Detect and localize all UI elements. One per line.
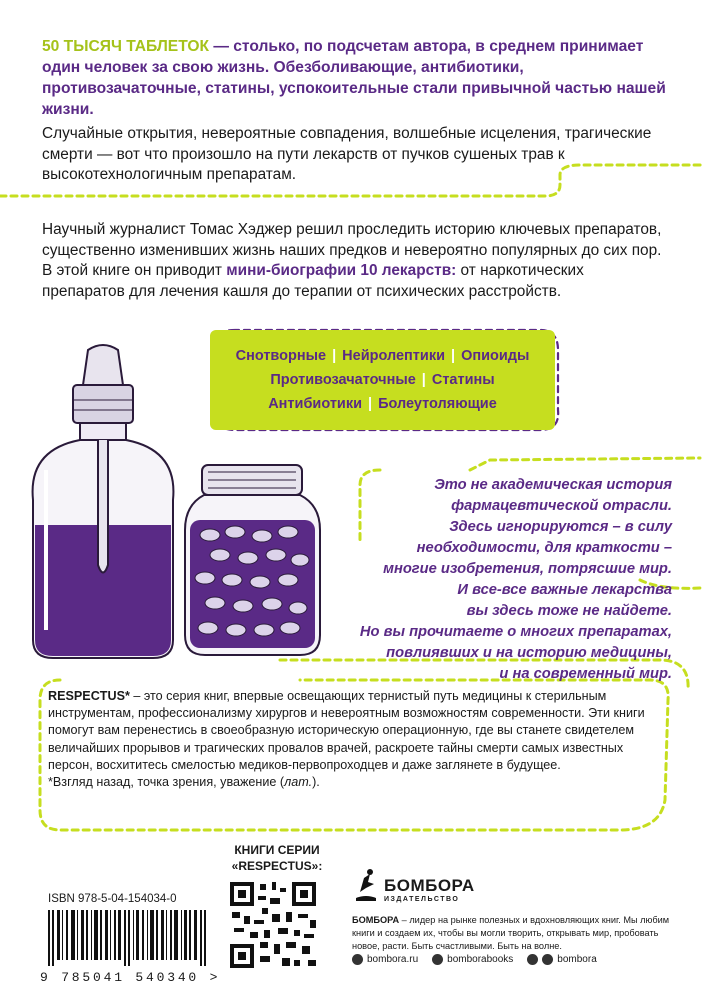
social-youtube-telegram[interactable]: bombora	[527, 954, 596, 965]
disclaimer-quote	[330, 475, 672, 685]
quote-line: и на современный мир.	[499, 666, 672, 682]
social-website[interactable]: bombora.ru	[352, 954, 418, 965]
tag-row-1: Снотворные | Нейролептики | Опиоиды	[235, 348, 530, 364]
series-name: RESPECTUS*	[48, 689, 130, 703]
barcode	[48, 910, 208, 966]
publisher-description: БОМБОРА – лидер на рынке полезных и вдохновляющих книг. Мы любим книги и создаем их, чтобы вы могли творить, открывать мир, пробовать новое, расти. Быть счастливыми. Быть на волне.	[352, 915, 670, 951]
paragraph-1: Случайные открытия, невероятные совпадения, волшебные исцеления, трагические смерти — вот что произошло на пути лекарств от пучков сушеных трав к высокотехнологичным препаратам.	[42, 125, 652, 183]
quote-line: Это не академическая история	[434, 477, 672, 493]
series-footnote: *Взгляд назад, точка зрения, уважение (лат.).	[48, 775, 320, 790]
series-text: – это серия книг, впервые освещающих тернистый путь медицины к стерильным инструментам, профессионализму хирургов и невероятным возможностям современности. Эти книги помогут вам перенестись в своеобразную историческую операционную, где вы станете свидетелем величайших прорывов и трагических провалов врачей, раскроете тайны смерти самых известных персон, восхититесь смелостью медиков-первопроходцев и даже заглянете в будущее.	[48, 689, 645, 772]
intro-text: — столько, по подсчетам автора, в среднем принимает один человек за свою жизнь. Обезболивающие, антибиотики, противозачаточные, статины, успокоительные стали привычной частью нашей жизни.	[42, 38, 666, 118]
dropper-bottle-illustration	[28, 340, 178, 670]
globe-icon	[352, 954, 363, 965]
youtube-icon	[527, 954, 538, 965]
publisher-name: БОМБОРА	[384, 876, 475, 895]
tag-row-3: Антибиотики | Болеутоляющие	[268, 396, 497, 412]
tag-neuroleptics: Нейролептики	[342, 348, 445, 364]
quote-line: фармацевтической отрасли.	[451, 498, 672, 514]
tag-opioids: Опиоиды	[461, 348, 530, 364]
barcode-number: 9 785041 540340 >	[40, 970, 221, 985]
quote-line: Здесь игнорируются – в силу	[449, 519, 672, 535]
intro-highlight: 50 ТЫСЯЧ ТАБЛЕТОК	[42, 38, 209, 55]
tag-antibiotics: Антибиотики	[268, 396, 362, 412]
social-vk[interactable]: bomborabooks	[432, 954, 513, 965]
vk-icon	[432, 954, 443, 965]
tag-contraceptives: Противозачаточные	[270, 372, 416, 388]
qr-heading: КНИГИ СЕРИИ «RESPECTUS»:	[231, 843, 323, 873]
tag-row-2: Противозачаточные | Статины	[270, 372, 495, 388]
pill-jar-illustration	[180, 460, 325, 660]
qr-code[interactable]	[228, 880, 318, 970]
quote-line: Но вы прочитаете о многих препаратах,	[359, 624, 672, 640]
publisher-sub: ИЗДАТЕЛЬСТВО	[384, 896, 460, 903]
paragraph-2-before: Научный журналист Томас Хэджер решил проследить историю ключевых препаратов, существенно изменивших жизнь наших предков и невероятно популярных до сих пор. В этой книге он приводит	[42, 221, 662, 279]
drug-categories-box	[210, 330, 555, 430]
intro-paragraph	[42, 36, 666, 120]
tag-sleeping-pills: Снотворные	[235, 348, 327, 364]
publisher-socials	[352, 954, 597, 965]
quote-line: многие изобретения, потрясшие мир.	[383, 561, 672, 577]
bombora-logo-icon	[352, 868, 380, 902]
paragraph-2	[42, 220, 666, 302]
quote-line: необходимости, для краткости –	[416, 540, 672, 556]
quote-line: вы здесь тоже не найдете.	[466, 603, 672, 619]
quote-line: повлиявших и на историю медицины,	[386, 645, 672, 661]
paragraph-2-highlight: мини-биографии 10 лекарств:	[226, 262, 457, 279]
isbn: ISBN 978-5-04-154034-0	[48, 893, 177, 905]
tag-painkillers: Болеутоляющие	[378, 396, 497, 412]
tag-statins: Статины	[431, 372, 495, 388]
series-description	[48, 688, 660, 791]
telegram-icon	[542, 954, 553, 965]
quote-line: И все-все важные лекарства	[457, 582, 672, 598]
paragraph-2-after: от наркотических препаратов для лечения кашля до терапии от психических расстройств.	[42, 262, 584, 300]
